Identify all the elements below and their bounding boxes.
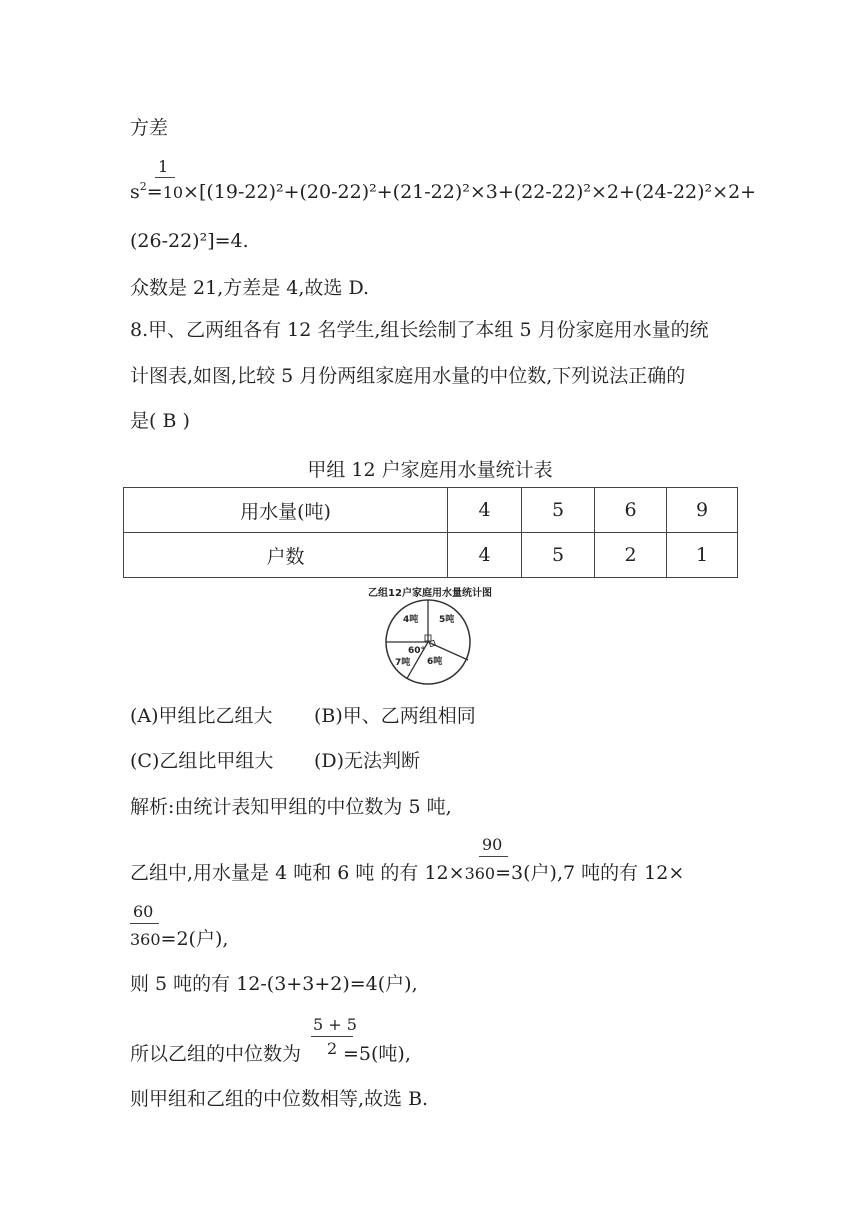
table-cell: 1: [667, 533, 738, 578]
pie-angle-label: 60°: [408, 646, 426, 656]
variance-label: 方差: [130, 117, 169, 139]
pie-label-6t: 6吨: [427, 657, 443, 667]
fraction3-numerator: 5 + 5: [313, 1015, 357, 1034]
option-c: (C)乙组比甲组大: [130, 750, 274, 772]
table-header-cell: 用水量(吨): [124, 488, 448, 533]
variance-formula-line1: $s^2=10\times[(19-22)^2+(20-22)^2+(21-22)^2\times 3+(22-22)^2\times 2+(24-22)^2\times 2+$: [130, 179, 757, 203]
formula-fraction-numerator: 1: [158, 157, 169, 176]
table-cell: 9: [667, 488, 738, 533]
water-usage-table: [123, 487, 738, 578]
solution-line4: 则 5 吨的有 12-(3+3+2)=4(户),: [130, 973, 418, 995]
solution-line3: 360=2(户),: [130, 928, 229, 950]
question7-conclusion: 众数是 21,方差是 4,故选 D.: [130, 277, 370, 299]
fraction1-numerator: 90: [482, 835, 503, 854]
solution-line2: 乙组中,用水量是 4 吨和 6 吨 的有 12×360=3(户),7 吨的有 12×: [130, 862, 685, 884]
pie-chart-title: 乙组12户家庭用水量统计图: [368, 588, 492, 599]
solution-line1: 解析:由统计表知甲组的中位数为 5 吨,: [130, 796, 452, 818]
fraction1-bar: [479, 856, 508, 857]
pie-label-7t: 7吨: [395, 658, 411, 668]
fraction3-denominator: 2: [327, 1039, 338, 1058]
table-cell: 4: [448, 488, 522, 533]
solution-line6: 则甲组和乙组的中位数相等,故选 B.: [130, 1088, 429, 1110]
fraction3-bar: [311, 1036, 353, 1037]
fraction2-bar: [130, 923, 159, 924]
question8-line2: 计图表,如图,比较 5 月份两组家庭用水量的中位数,下列说法正确的: [130, 365, 686, 387]
table-cell: 6: [595, 488, 667, 533]
option-b: (B)甲、乙两组相同: [314, 705, 476, 727]
pie-label-4t: 4吨: [403, 615, 419, 625]
table-cell: 5: [522, 533, 595, 578]
variance-formula-line2: (26-22)²]=4.: [130, 230, 249, 252]
fraction2-numerator: 60: [133, 902, 154, 921]
table-row: [124, 533, 738, 578]
table-cell: 5: [522, 488, 595, 533]
question8-line1: 8.甲、乙两组各有 12 名学生,组长绘制了本组 5 月份家庭用水量的统: [130, 319, 709, 341]
table-row: [124, 488, 738, 533]
pie-label-5t: 5吨: [439, 615, 455, 625]
table-header-cell: 户数: [124, 533, 448, 578]
table-cell: 2: [595, 533, 667, 578]
question8-line3: 是( B ): [130, 410, 190, 432]
solution-line5: 所以乙组的中位数为 =5(吨),: [130, 1043, 411, 1065]
pie-chart: [381, 598, 477, 688]
formula-fraction-bar: [155, 177, 175, 178]
table-cell: 4: [448, 533, 522, 578]
option-d: (D)无法判断: [314, 750, 421, 772]
table-caption: 甲组 12 户家庭用水量统计表: [307, 459, 553, 481]
option-a: (A)甲组比乙组大: [130, 705, 273, 727]
